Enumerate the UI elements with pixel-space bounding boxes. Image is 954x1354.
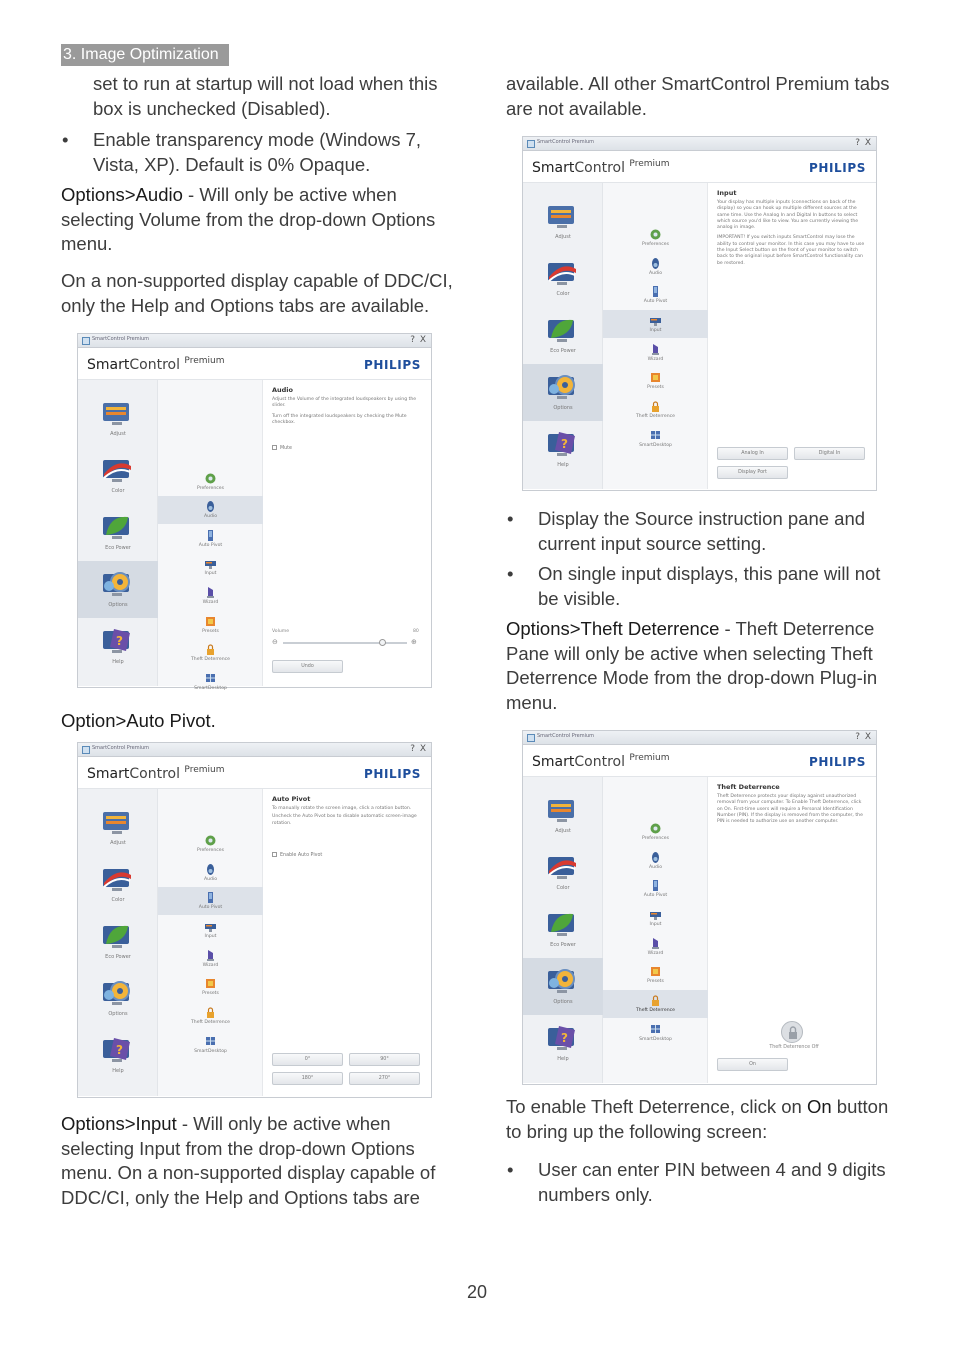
title-bar — [523, 137, 876, 151]
right-bullet-single-input — [507, 562, 890, 611]
sub-label: SmartDesktop — [639, 1037, 672, 1042]
options-icon — [545, 371, 579, 403]
app-icon — [82, 746, 90, 754]
input-icon — [204, 557, 217, 570]
sub-audio[interactable] — [603, 847, 708, 875]
close-icon[interactable]: X — [419, 744, 426, 754]
volume-label: Volume — [272, 629, 290, 634]
sub-presets[interactable] — [158, 611, 263, 639]
svg-text:?: ? — [561, 437, 568, 451]
theft-rest: - Theft Deterrence Pane will only be active when selecting Theft Deterrence Mode from the drop-down Plug-in menu. — [506, 618, 878, 713]
nav-label: Options — [108, 602, 128, 608]
brand-premium: Premium — [184, 356, 225, 366]
wizard-icon — [204, 586, 217, 599]
sub-wizard[interactable] — [603, 933, 708, 961]
audio-icon — [204, 863, 217, 876]
rotate-180-button[interactable]: 180° — [272, 1072, 343, 1085]
close-icon[interactable]: X — [864, 732, 871, 742]
sub-label: Presets — [647, 385, 664, 390]
pane-text-2: Turn off the integrated loudspeakers by checking the Mute checkbox. — [272, 413, 407, 425]
nav-color[interactable] — [523, 250, 603, 307]
nav-label: Color — [556, 291, 570, 297]
sub-label: Preferences — [196, 486, 225, 491]
sub-smartdesktop[interactable] — [158, 668, 263, 696]
sub-preferences[interactable] — [603, 818, 708, 846]
audio-pane — [263, 380, 431, 686]
sc-window-audio — [77, 333, 432, 691]
rotate-90-button[interactable]: 90° — [349, 1053, 420, 1066]
smartdesktop-icon — [649, 429, 662, 442]
sc-header — [523, 151, 876, 183]
input-rest: - Will only be active when selecting Input from the drop-down Options menu. On a non-supported display capable of DDC/CI, only the Help and Options tabs are — [61, 1113, 436, 1208]
nav-label: Options — [553, 999, 573, 1005]
sub-audio[interactable] — [603, 253, 708, 281]
options-submenu — [603, 183, 708, 489]
sub-presets[interactable] — [603, 367, 708, 395]
color-icon — [545, 257, 579, 289]
undo-button[interactable]: Undo — [272, 660, 343, 673]
options-icon — [545, 965, 579, 997]
left-paragraph-ddc: On a non-supported display capable of DDC/CI, only the Help and Options tabs are available. — [61, 270, 453, 316]
adjust-icon — [545, 200, 579, 232]
left-paragraph-startup: set to run at startup will not load when this box is unchecked (Disabled). — [93, 73, 438, 119]
sub-label: Audio — [648, 865, 663, 870]
nav-label: Eco Power — [550, 348, 576, 354]
eco-power-icon — [100, 920, 134, 952]
right-paragraph-theft — [506, 617, 896, 715]
presets-icon — [204, 977, 217, 990]
checkbox-box[interactable] — [272, 852, 277, 857]
pane-text-2: Uncheck the Auto Pivot box to disable automatic screen-image rotation. — [272, 814, 417, 826]
sub-label: Preferences — [641, 836, 670, 841]
nav-label: Options — [108, 1011, 128, 1017]
sub-preferences[interactable] — [158, 468, 263, 496]
svg-text:?: ? — [116, 634, 123, 648]
preferences-icon — [204, 472, 217, 485]
nav-label: Color — [556, 885, 570, 891]
philips-logo: PHILIPS — [808, 161, 866, 175]
adjust-icon — [100, 397, 134, 429]
sub-input[interactable] — [158, 916, 263, 944]
sub-label: SmartDesktop — [194, 686, 227, 691]
rotate-270-button[interactable]: 270° — [349, 1072, 420, 1085]
sub-auto-pivot[interactable] — [603, 875, 708, 903]
pane-title: Audio — [272, 386, 294, 394]
nav-label: Color — [111, 897, 125, 903]
color-icon — [100, 863, 134, 895]
sub-label: Theft Deterrence — [635, 414, 676, 419]
options-submenu — [158, 789, 263, 1096]
pane-title: Input — [717, 189, 737, 197]
pane-text-1: Your display has multiple inputs (connections on back of the display) so you can hook up multiple different sources at the same time. Use the Analog In and Digital In buttons to select which source you'd like to view. You are currently viewing the analog in image. — [717, 200, 859, 231]
nav-label: Help — [557, 462, 569, 468]
bullet-text: Enable transparency mode (Windows 7, Vista, XP). Default is 0% Opaque. — [93, 129, 422, 175]
nav-label: Help — [112, 1068, 124, 1074]
sc-body — [523, 777, 876, 1083]
checkbox-label: Enable Auto Pivot — [280, 853, 323, 858]
sub-label: Input — [204, 571, 217, 576]
brand-smart: Smart — [87, 357, 130, 373]
title-text: SmartControl Premium — [92, 336, 150, 342]
right-paragraph-enable — [506, 1095, 896, 1144]
options-icon — [100, 977, 134, 1009]
sc-header — [523, 745, 876, 777]
eco-power-icon — [545, 314, 579, 346]
sub-label: SmartDesktop — [194, 1049, 227, 1054]
input-icon — [204, 920, 217, 933]
display-port-button[interactable]: Display Port — [717, 466, 788, 479]
sub-label: Auto Pivot — [198, 543, 223, 548]
nav-label: Color — [111, 488, 125, 494]
options-icon — [100, 568, 134, 600]
app-icon — [527, 140, 535, 148]
sub-label: SmartDesktop — [639, 443, 672, 448]
help-icon — [545, 428, 579, 460]
nav-color[interactable] — [523, 844, 603, 901]
mute-checkbox[interactable] — [272, 445, 292, 451]
brand-smart: Smart — [532, 160, 575, 176]
nav-help[interactable] — [78, 1027, 158, 1084]
help-icon[interactable]: ? — [855, 138, 860, 148]
enable-on: On — [806, 1096, 832, 1117]
close-icon[interactable]: X — [864, 138, 871, 148]
help-icon[interactable]: ? — [410, 335, 415, 345]
presets-icon — [204, 615, 217, 628]
sub-auto-pivot[interactable] — [158, 887, 263, 915]
theft-on-button[interactable]: On — [717, 1058, 788, 1071]
left-bullet-transparency — [62, 128, 438, 177]
pane-title: Auto Pivot — [272, 795, 311, 803]
title-bar — [78, 334, 431, 348]
sub-label: Wizard — [647, 357, 664, 362]
right-paragraph-available: available. All other SmartControl Premium tabs are not available. — [506, 73, 890, 119]
sub-smartdesktop[interactable] — [603, 1019, 708, 1047]
philips-logo: PHILIPS — [363, 767, 421, 781]
sub-label: Wizard — [647, 951, 664, 956]
nav-adjust[interactable] — [523, 787, 603, 844]
main-nav — [523, 183, 603, 489]
help-icon[interactable]: ? — [410, 744, 415, 754]
nav-label: Adjust — [110, 431, 126, 437]
nav-label: Help — [112, 659, 124, 665]
brand-smart: Smart — [532, 754, 575, 770]
sub-label: Preferences — [641, 242, 670, 247]
sub-label: Audio — [648, 271, 663, 276]
preferences-icon — [649, 228, 662, 241]
nav-adjust[interactable] — [523, 193, 603, 250]
nav-eco-power[interactable] — [78, 504, 158, 561]
nav-label: Eco Power — [105, 545, 131, 551]
left-paragraph-input — [61, 1112, 446, 1210]
sub-label: Auto Pivot — [198, 905, 223, 910]
enable-auto-pivot-checkbox[interactable] — [272, 852, 322, 858]
nav-options[interactable] — [523, 958, 603, 1015]
checkbox-label: Mute — [280, 446, 293, 451]
brand-premium: Premium — [629, 753, 670, 763]
smartdesktop-icon — [204, 672, 217, 685]
main-nav — [78, 789, 158, 1096]
auto-pivot-icon — [204, 529, 217, 542]
brand-logo — [87, 766, 224, 782]
nav-adjust[interactable] — [78, 390, 158, 447]
sub-auto-pivot[interactable] — [158, 525, 263, 553]
right-bullet-pin — [507, 1158, 890, 1207]
nav-options[interactable] — [78, 970, 158, 1027]
nav-label: Adjust — [555, 234, 571, 240]
main-nav — [78, 380, 158, 686]
sub-smartdesktop[interactable] — [603, 425, 708, 453]
title-text: SmartControl Premium — [537, 733, 595, 739]
sub-label: Audio — [203, 877, 218, 882]
sub-presets[interactable] — [603, 961, 708, 989]
sub-input[interactable] — [603, 310, 708, 338]
sub-label: Presets — [202, 991, 219, 996]
nav-help[interactable] — [523, 1015, 603, 1072]
sc-window-theft-deterrence — [522, 730, 877, 1085]
bullet-dot: • — [62, 129, 69, 150]
nav-label: Adjust — [555, 828, 571, 834]
lock-icon — [649, 400, 662, 413]
lock-icon — [204, 643, 217, 656]
sub-theft-deterrence[interactable] — [158, 639, 263, 667]
nav-help[interactable] — [523, 421, 603, 478]
sub-theft-deterrence[interactable] — [158, 1002, 263, 1030]
color-icon — [100, 454, 134, 486]
sc-window-auto-pivot — [77, 742, 432, 1098]
sub-input[interactable] — [158, 553, 263, 581]
smartdesktop-icon — [204, 1035, 217, 1048]
nav-label: Eco Power — [105, 954, 131, 960]
help-icon — [545, 1022, 579, 1054]
input-icon — [649, 908, 662, 921]
brand-control: Control — [574, 160, 625, 176]
theft-status-label: Theft Deterrence Off — [769, 1045, 819, 1050]
sub-input[interactable] — [603, 904, 708, 932]
theft-lock-icon — [781, 1021, 803, 1043]
nav-options[interactable] — [523, 364, 603, 421]
pane-text-1: To manually rotate the screen image, click a rotation button. — [272, 806, 412, 811]
app-icon — [82, 337, 90, 345]
presets-icon — [649, 965, 662, 978]
sub-label: Preferences — [196, 848, 225, 853]
philips-logo: PHILIPS — [363, 358, 421, 372]
sub-label: Theft Deterrence — [635, 1008, 676, 1013]
title-text: SmartControl Premium — [92, 745, 150, 751]
enable-post: button to bring up the following screen: — [506, 1096, 889, 1142]
brand-control: Control — [129, 766, 180, 782]
help-icon — [100, 625, 134, 657]
auto-pivot-icon — [649, 879, 662, 892]
sub-preferences[interactable] — [603, 224, 708, 252]
brand-logo — [87, 357, 224, 373]
sub-label: Input — [204, 934, 217, 939]
sub-audio[interactable] — [158, 496, 263, 524]
analog-in-button[interactable]: Analog In — [717, 447, 788, 460]
digital-in-button[interactable]: Digital In — [794, 447, 865, 460]
help-icon[interactable]: ? — [855, 732, 860, 742]
audio-rest: - Will only be active when selecting Volume from the drop-down Options menu. — [61, 184, 436, 255]
sub-theft-deterrence[interactable] — [603, 990, 708, 1018]
preferences-icon — [649, 822, 662, 835]
brand-premium: Premium — [184, 765, 225, 775]
bullet-text: Display the Source instruction pane and current input source setting. — [538, 508, 866, 554]
brand-control: Control — [574, 754, 625, 770]
sub-wizard[interactable] — [158, 945, 263, 973]
auto-pivot-icon — [204, 891, 217, 904]
smartdesktop-icon — [649, 1023, 662, 1036]
sc-body — [78, 380, 431, 691]
sub-label: Auto Pivot — [643, 893, 668, 898]
left-paragraph-audio — [61, 183, 446, 257]
sub-auto-pivot[interactable] — [603, 281, 708, 309]
sub-label: Input — [649, 922, 662, 927]
auto-pivot-icon — [649, 285, 662, 298]
audio-icon — [204, 500, 217, 513]
brand-smart: Smart — [87, 766, 130, 782]
sub-label: Theft Deterrence — [190, 1020, 231, 1025]
nav-color[interactable] — [78, 447, 158, 504]
sub-label: Auto Pivot — [643, 299, 668, 304]
audio-icon — [649, 851, 662, 864]
sub-presets[interactable] — [158, 973, 263, 1001]
bullet-text: On single input displays, this pane will not be visible. — [538, 563, 881, 609]
volume-slider-track[interactable] — [283, 642, 407, 644]
section-tag: 3. Image Optimization — [61, 44, 229, 66]
lock-icon — [204, 1006, 217, 1019]
title-bar — [523, 731, 876, 745]
sub-label: Input — [649, 328, 662, 333]
eco-power-icon — [100, 511, 134, 543]
pane-text: Theft Deterrence protects your display against unauthorized removal from your computer. To Enable Theft Deterrence, click on On. First-time users will require a Personal Identification Number (PIN). If the display is removed from the computer, the PIN is needed to authorize use on another computer. — [717, 794, 863, 825]
nav-eco-power[interactable] — [78, 913, 158, 970]
sub-label: Presets — [202, 629, 219, 634]
nav-label: Options — [553, 405, 573, 411]
bullet-dot: • — [507, 1159, 514, 1180]
app-icon — [527, 734, 535, 742]
enable-pre: To enable Theft Deterrence, click on — [506, 1096, 807, 1117]
preferences-icon — [204, 834, 217, 847]
theft-lead: Options>Theft Deterrence — [506, 618, 720, 639]
volume-value: 80 — [413, 629, 419, 634]
sub-theft-deterrence[interactable] — [603, 396, 708, 424]
sc-header — [78, 757, 431, 789]
input-pane — [708, 183, 876, 489]
sub-wizard[interactable] — [603, 339, 708, 367]
philips-logo: PHILIPS — [808, 755, 866, 769]
pane-text-1: Adjust the Volume of the integrated loudspeakers by using the slider. — [272, 397, 417, 409]
nav-label: Eco Power — [550, 942, 576, 948]
close-icon[interactable]: X — [419, 335, 426, 345]
sub-smartdesktop[interactable] — [158, 1031, 263, 1059]
brand-logo — [532, 160, 669, 176]
wizard-icon — [649, 343, 662, 356]
pane-title: Theft Deterrence — [717, 783, 780, 791]
auto-pivot-pane — [263, 789, 431, 1096]
adjust-icon — [545, 794, 579, 826]
nav-adjust[interactable] — [78, 799, 158, 856]
sub-label: Wizard — [202, 600, 219, 605]
sc-body — [78, 789, 431, 1096]
nav-eco-power[interactable] — [523, 307, 603, 364]
volume-max-icon[interactable]: ⊕ — [411, 638, 417, 646]
adjust-icon — [100, 806, 134, 838]
title-bar — [78, 743, 431, 757]
nav-help[interactable] — [78, 618, 158, 675]
sub-label: Theft Deterrence — [190, 657, 231, 662]
brand-control: Control — [129, 357, 180, 373]
eco-power-icon — [545, 908, 579, 940]
page-number: 20 — [466, 1282, 488, 1302]
presets-icon — [649, 371, 662, 384]
pane-text — [717, 200, 867, 267]
nav-eco-power[interactable] — [523, 901, 603, 958]
main-nav — [523, 777, 603, 1083]
sub-preferences[interactable] — [158, 830, 263, 858]
input-lead: Options>Input — [61, 1113, 177, 1134]
pane-text — [272, 397, 422, 426]
sub-wizard[interactable] — [158, 582, 263, 610]
title-text: SmartControl Premium — [537, 139, 595, 145]
bullet-dot: • — [507, 563, 514, 584]
sub-label: Wizard — [202, 963, 219, 968]
sc-header — [78, 348, 431, 380]
pane-text-2: IMPORTANT! If you switch inputs SmartControl may lose the ability to control your monitor. In this case you may have to use the Input Select button on the front of your monitor to switch back to the original input before SmartControl functionality can be restored. — [717, 235, 865, 266]
sub-audio[interactable] — [158, 859, 263, 887]
volume-slider-thumb[interactable] — [379, 639, 386, 646]
nav-label: Adjust — [110, 840, 126, 846]
right-bullet-source — [507, 507, 890, 556]
checkbox-box[interactable] — [272, 445, 277, 450]
audio-icon — [649, 257, 662, 270]
sub-label: Audio — [203, 514, 218, 519]
bullet-text: User can enter PIN between 4 and 9 digits numbers only. — [538, 1159, 886, 1205]
bullet-dot: • — [507, 508, 514, 529]
wizard-icon — [649, 937, 662, 950]
color-icon — [545, 851, 579, 883]
pane-text — [272, 806, 422, 827]
theft-deterrence-pane — [708, 777, 876, 1083]
audio-lead: Options>Audio — [61, 184, 183, 205]
wizard-icon — [204, 949, 217, 962]
autopivot-caption: Option>Auto Pivot. — [61, 710, 216, 731]
nav-options[interactable] — [78, 561, 158, 618]
volume-min-icon[interactable]: ⊖ — [272, 638, 278, 646]
brand-premium: Premium — [629, 159, 670, 169]
nav-label: Help — [557, 1056, 569, 1062]
sc-body — [523, 183, 876, 489]
rotate-0-button[interactable]: 0° — [272, 1053, 343, 1066]
nav-color[interactable] — [78, 856, 158, 913]
sub-label: Presets — [647, 979, 664, 984]
input-icon — [649, 314, 662, 327]
brand-logo — [532, 754, 669, 770]
help-icon — [100, 1034, 134, 1066]
lock-icon — [649, 994, 662, 1007]
svg-text:?: ? — [116, 1043, 123, 1057]
options-submenu — [603, 777, 708, 1083]
options-submenu — [158, 380, 263, 691]
sc-window-input — [522, 136, 877, 491]
svg-text:?: ? — [561, 1031, 568, 1045]
